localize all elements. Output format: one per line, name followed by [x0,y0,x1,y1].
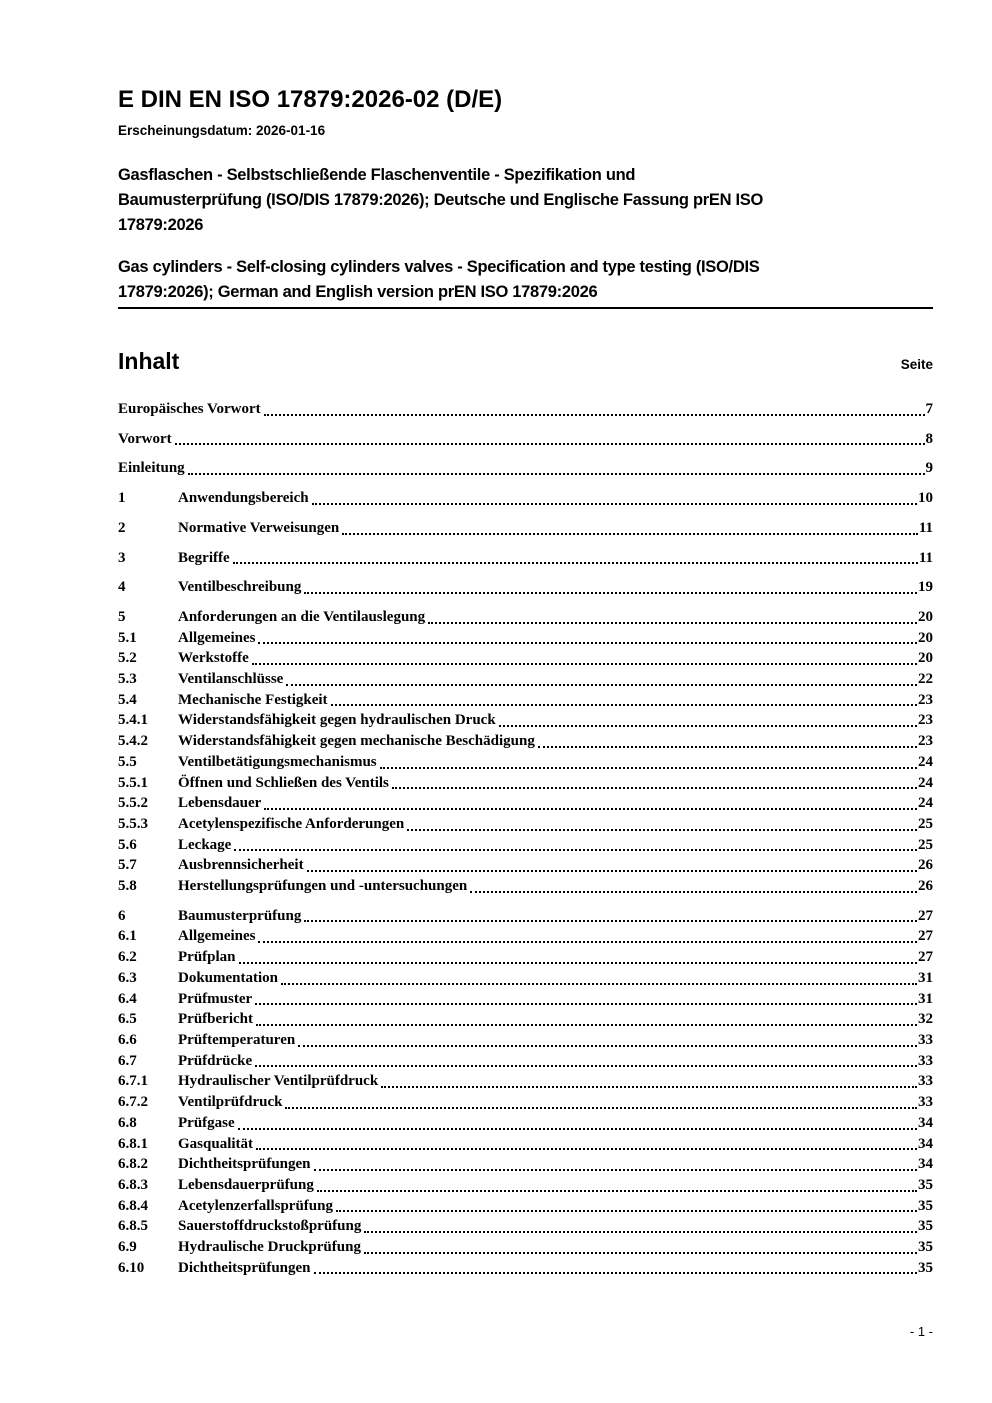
toc-entry [118,855,933,876]
toc-entry [118,458,933,479]
toc-entry [118,1030,933,1051]
toc-dot-leader [342,533,918,535]
german-title [118,163,933,238]
toc-entry-page: 20 [918,608,933,625]
toc-dot-leader [314,1169,917,1171]
toc-entry-number: 6.4 [118,990,137,1007]
toc-entry-number: 6.6 [118,1031,137,1048]
toc-entry-title: Öffnen und Schließen des Ventils [178,774,389,791]
toc-entry [118,793,933,814]
toc-list [118,399,933,1278]
toc-entry-page: 27 [918,949,933,966]
toc-dot-leader [255,1003,917,1005]
toc-dot-leader [470,891,917,893]
toc-dot-leader [364,1252,917,1254]
toc-entry-page: 33 [918,1031,933,1048]
toc-dot-leader [238,1128,917,1130]
toc-entry-page: 22 [918,671,933,688]
toc-entry [118,1175,933,1196]
german-title-line: Gasflaschen - Selbstschließende Flaschenventile - Spezifikation und [118,166,636,184]
toc-page-column-label: Seite [900,357,933,372]
toc-entry-number: 2 [118,519,126,536]
toc-dot-leader [175,443,925,445]
toc-entry [118,926,933,947]
toc-entry-title: Prüfbericht [178,1011,253,1028]
toc-dot-leader [538,746,917,748]
toc-entry-page: 20 [918,629,933,646]
toc-entry-title: Allgemeines [178,629,256,646]
toc-entry [118,1134,933,1155]
toc-entry-title: Prüfgase [178,1114,235,1131]
toc-entry-number: 5.4.1 [118,712,148,729]
toc-entry-number: 5.5.3 [118,815,148,832]
toc-entry-title: Dichtheitsprüfungen [178,1259,311,1276]
toc-entry-title: Prüfdrücke [178,1052,253,1069]
toc-entry-number: 5.4.2 [118,733,148,750]
toc-entry-number: 5.2 [118,650,137,667]
toc-entry-title: Baumusterprüfung [178,907,302,924]
toc-dot-leader [264,414,925,416]
toc-entry-number: 5.6 [118,836,137,853]
toc-entry-page: 33 [918,1073,933,1090]
english-title-line: Gas cylinders - Self-closing cylinders valves - Specification and type testing (ISO/DIS [118,258,760,276]
toc-entry-number: 6.2 [118,949,137,966]
toc-dot-leader [380,767,917,769]
toc-entry-title: Anwendungsbereich [178,490,309,507]
toc-entry [118,488,933,509]
toc-dot-leader [286,684,917,686]
toc-entry [118,429,933,450]
toc-dot-leader [285,1107,917,1109]
toc-entry-title: Allgemeines [178,928,256,945]
toc-dot-leader [264,808,917,810]
toc-entry [118,628,933,649]
toc-entry [118,989,933,1010]
toc-entry-title: Acetylenzerfallsprüfung [178,1197,333,1214]
toc-entry-page: 11 [918,519,933,536]
toc-entry-title: Sauerstoffdruckstoßprüfung [178,1218,362,1235]
toc-entry-page: 27 [918,907,933,924]
toc-entry-page: 34 [918,1156,933,1173]
toc-entry-page: 35 [918,1259,933,1276]
toc-entry-title: Lebensdauer [178,795,262,812]
toc-entry-page: 23 [918,733,933,750]
toc-dot-leader [188,473,925,475]
toc-entry-page: 8 [925,430,933,447]
toc-entry-number: 5.1 [118,629,137,646]
toc-entry-title: Ventilanschlüsse [178,671,284,688]
toc-entry-title: Widerstandsfähigkeit gegen mechanische Beschädigung [178,733,535,750]
toc-entry-title: Ausbrennsicherheit [178,857,304,874]
toc-entry-page: 20 [918,650,933,667]
toc-entry-number: 6.7.1 [118,1073,148,1090]
toc-dot-leader [258,642,917,644]
toc-entry-page: 34 [918,1114,933,1131]
toc-entry-title: Widerstandsfähigkeit gegen hydraulischen Druck [178,712,496,729]
toc-entry-number: 6 [118,907,126,924]
toc-entry-number: 3 [118,549,126,566]
toc-dot-leader [392,787,917,789]
toc-entry-title: Begriffe [178,549,230,566]
toc-entry [118,1258,933,1279]
toc-entry-number: 5.5.2 [118,795,148,812]
toc-entry-number: 5.8 [118,878,137,895]
toc-dot-leader [239,962,917,964]
toc-entry-page: 35 [918,1218,933,1235]
toc-entry [118,1009,933,1030]
toc-entry [118,752,933,773]
toc-entry-title: Prüfplan [178,949,236,966]
german-title-line: 17879:2026 [118,216,204,234]
toc-entry-number: 6.5 [118,1011,137,1028]
toc-entry [118,1092,933,1113]
toc-entry-page: 34 [918,1135,933,1152]
toc-entry [118,577,933,598]
toc-entry-page: 25 [918,815,933,832]
toc-entry [118,1071,933,1092]
toc-entry [118,773,933,794]
toc-entry-page: 24 [918,774,933,791]
toc-entry [118,1196,933,1217]
toc-entry-page: 26 [918,878,933,895]
toc-entry [118,1051,933,1072]
toc-entry-number: 6.9 [118,1239,137,1256]
toc-entry-title: Anforderungen an die Ventilauslegung [178,608,426,625]
toc-entry-title: Ventilbeschreibung [178,579,302,596]
toc-dot-leader [407,829,917,831]
toc-entry [118,1113,933,1134]
toc-entry-number: 6.8.2 [118,1156,148,1173]
toc-entry-title: Herstellungsprüfungen und -untersuchungen [178,878,468,895]
toc-entry [118,1237,933,1258]
toc-dot-leader [317,1190,917,1192]
toc-dot-leader [428,622,917,624]
toc-entry-title: Ventilbetätigungsmechanismus [178,753,377,770]
page-number: - 1 - [909,1324,933,1339]
toc-dot-leader [298,1045,917,1047]
toc-entry-title: Mechanische Festigkeit [178,691,328,708]
toc-entry-number: 1 [118,490,126,507]
toc-header [118,347,933,375]
toc-entry-title: Hydraulische Druckprüfung [178,1239,361,1256]
toc-entry-page: 19 [918,579,933,596]
toc-entry-number: 6.8.1 [118,1135,148,1152]
toc-entry-page: 24 [918,753,933,770]
toc-entry-page: 27 [918,928,933,945]
toc-entry-number: 5 [118,608,126,625]
toc-entry-number: 6.8.4 [118,1197,148,1214]
document-title: E DIN EN ISO 17879:2026-02 (D/E) [118,86,503,113]
toc-entry-page: 35 [918,1176,933,1193]
toc-dot-leader [307,870,917,872]
toc-entry-title: Lebensdauerprüfung [178,1176,314,1193]
toc-entry [118,690,933,711]
toc-entry [118,947,933,968]
toc-entry-title: Dichtheitsprüfungen [178,1156,311,1173]
toc-dot-leader [233,562,918,564]
toc-entry [118,607,933,628]
toc-entry-page: 7 [925,401,933,417]
toc-entry [118,1154,933,1175]
toc-entry-title: Einleitung [118,460,185,477]
toc-entry [118,1216,933,1237]
toc-entry-number: 6.8.3 [118,1176,148,1193]
english-title [118,255,933,309]
toc-entry-title: Werkstoffe [178,650,249,667]
toc-entry-page: 35 [918,1239,933,1256]
toc-entry-number: 6.3 [118,969,137,986]
toc-entry [118,548,933,569]
toc-entry-page: 23 [918,691,933,708]
toc-dot-leader [364,1231,917,1233]
toc-entry-page: 9 [925,460,933,477]
toc-dot-leader [314,1272,917,1274]
toc-entry-page: 35 [918,1197,933,1214]
toc-dot-leader [252,663,917,665]
toc-entry-number: 5.5.1 [118,774,148,791]
toc-entry [118,876,933,897]
toc-entry-number: 5.5 [118,753,137,770]
toc-entry-page: 25 [918,836,933,853]
toc-entry-page: 33 [918,1094,933,1111]
toc-entry [118,710,933,731]
german-title-line: Baumusterprüfung (ISO/DIS 17879:2026); Deutsche und Englische Fassung prEN ISO [118,191,763,209]
toc-dot-leader [234,849,917,851]
toc-entry-number: 5.7 [118,857,137,874]
toc-entry-title: Ventilprüfdruck [178,1094,283,1111]
toc-entry-number: 5.3 [118,671,137,688]
toc-dot-leader [499,725,917,727]
toc-dot-leader [331,704,917,706]
toc-entry-page: 33 [918,1052,933,1069]
toc-entry-title: Hydraulischer Ventilprüfdruck [178,1073,379,1090]
toc-entry-page: 26 [918,857,933,874]
toc-entry-page: 23 [918,712,933,729]
toc-dot-leader [312,503,917,505]
toc-entry-number: 4 [118,579,126,596]
toc-entry-number: 5.4 [118,691,137,708]
toc-dot-leader [336,1210,917,1212]
english-title-line: 17879:2026); German and English version prEN ISO 17879:2026 [118,283,598,301]
toc-entry-title: Acetylenspezifische Anforderungen [178,815,405,832]
toc-entry-page: 32 [918,1011,933,1028]
toc-entry-title: Leckage [178,836,232,853]
toc-entry-title: Prüfmuster [178,990,253,1007]
toc-entry-title: Prüftemperaturen [178,1031,296,1048]
toc-entry-number: 6.10 [118,1259,145,1276]
toc-entry-title: Dokumentation [178,969,279,986]
toc-dot-leader [381,1086,917,1088]
toc-entry [118,968,933,989]
toc-entry [118,835,933,856]
toc-dot-leader [304,592,917,594]
toc-entry [118,669,933,690]
toc-entry [118,518,933,539]
toc-entry-page: 31 [918,990,933,1007]
toc-dot-leader [256,1024,917,1026]
toc-entry [118,648,933,669]
toc-entry [118,731,933,752]
toc-entry-page: 31 [918,969,933,986]
publication-date: Erscheinungsdatum: 2026-01-16 [118,123,326,138]
toc-entry [118,906,933,927]
toc-entry-title: Normative Verweisungen [178,519,340,536]
toc-dot-leader [255,1065,917,1067]
toc-heading: Inhalt [118,348,180,374]
toc-entry-page: 24 [918,795,933,812]
toc-entry-title: Europäisches Vorwort [118,401,261,417]
toc-entry [118,399,933,420]
toc-entry [118,814,933,835]
toc-entry-title: Gasqualität [178,1135,254,1152]
toc-entry-number: 6.7 [118,1052,137,1069]
toc-dot-leader [256,1148,917,1150]
toc-dot-leader [258,941,917,943]
toc-dot-leader [304,920,917,922]
toc-entry-number: 6.7.2 [118,1094,148,1111]
toc-entry-number: 6.8.5 [118,1218,148,1235]
toc-dot-leader [281,983,917,985]
toc-entry-title: Vorwort [118,430,172,447]
toc-entry-number: 6.8 [118,1114,137,1131]
toc-entry-page: 11 [918,549,933,566]
toc-entry-page: 10 [918,490,933,507]
toc-entry-number: 6.1 [118,928,137,945]
